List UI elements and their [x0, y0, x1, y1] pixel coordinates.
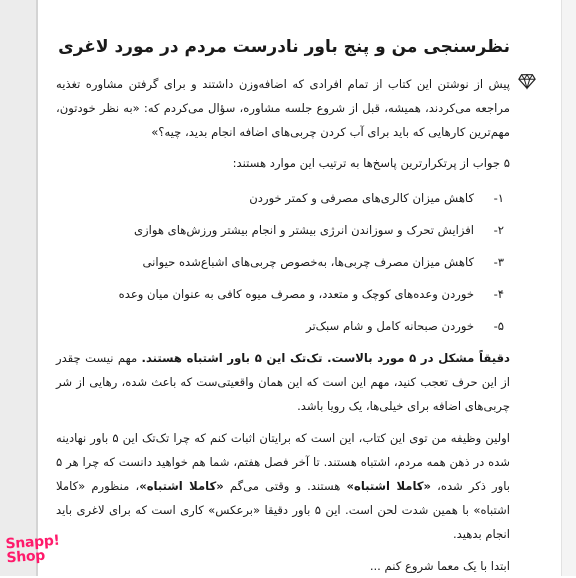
- page-title: نظرسنجی من و پنج باور نادرست مردم در مورد لاغری: [58, 37, 510, 57]
- closing-line: ابتدا با یک معما شروع کنم ...: [369, 559, 510, 573]
- task-text-d: ، منظورم «کاملا اشتباه» با همین شدت لحن است. این ۵ باور دقیقا «برعکس» کاری است که برای لاغری باید انجام بدهید.: [56, 479, 510, 541]
- paragraph-problem: [56, 346, 510, 418]
- list-intro: ۵ جواب از پرتکرارترین پاسخ‌ها به ترتیب این موارد هستند:: [232, 156, 510, 170]
- list-item-text: افزایش تحرک و سوزاندن انرژی بیشتر و انجام بیشتر ورزش‌های هوازی: [133, 223, 474, 237]
- logo-line-1: Snapp!: [5, 532, 61, 553]
- list-item-text: کاهش میزان کالری‌های مصرفی و کمتر خوردن: [249, 191, 474, 205]
- list-item-number: ۴-: [493, 287, 504, 301]
- snappshop-logo: [5, 533, 75, 566]
- left-frame-edge: [36, 0, 38, 576]
- right-frame: [561, 0, 576, 576]
- list-item: [56, 278, 510, 310]
- task-bold-phrase-2: «کاملا اشتباه»: [139, 479, 224, 493]
- problem-statement-bold: دقیقاً مشکل در ۵ مورد بالاست. تک‌تک این ۵ باور اشتباه هستند.: [141, 351, 511, 365]
- list-item: [56, 310, 510, 342]
- list-item-number: ۱-: [493, 191, 504, 205]
- task-text-a: اولین وظیفه من توی این کتاب، این است که برایتان اثبات کنم که چرا تک‌تک این ۵ باور نهادینه شده در ذهن همه مردم، اشتباه هستند. تا آخر فصل هفتم، شما هم خواهید دانست که چرا هر ۵ باور ذکر شده،: [56, 431, 510, 493]
- list-item: [56, 246, 510, 278]
- document-page: [56, 36, 510, 578]
- list-item-number: ۳-: [493, 255, 504, 269]
- problem-statement-rest: مهم نیست چقدر از این حرف تعجب کنید، مهم این است که این همان واقعیتی‌ست که باعث شده، رهایی از شر چربی‌های اضافه برای خیلی‌ها، یک رویا باشد.: [56, 351, 510, 413]
- paragraph-task: [56, 426, 510, 546]
- diamond-icon: [518, 72, 536, 90]
- list-item-text: خوردن وعده‌های کوچک و متعدد، و مصرف میوه کافی به عنوان میان وعده: [118, 287, 474, 301]
- list-item-number: ۵-: [493, 319, 504, 333]
- list-item-text: خوردن صبحانه کامل و شام سبک‌تر: [306, 319, 474, 333]
- intro-paragraph: پیش از نوشتن این کتاب از تمام افرادی که اضافه‌وزن داشتند و برای گرفتن مشاوره تغذیه مراجعه می‌کردند، همیشه، قبل از شروع جلسه مشاوره، سؤال می‌کردم که: «به نظر خودتون، مهم‌ترین کارهایی که باید برای آب کردن چربی‌های اضافه انجام بدید، چیه؟»: [56, 77, 510, 139]
- belief-list: [56, 182, 510, 342]
- list-item-number: ۲-: [493, 223, 504, 237]
- list-item: [56, 214, 510, 246]
- list-item: [56, 182, 510, 214]
- list-item-text: کاهش میزان مصرف چربی‌ها، به‌خصوص چربی‌های اشباع‌شده حیوانی: [142, 255, 474, 269]
- task-bold-phrase-1: «کاملا اشتباه»: [346, 479, 432, 493]
- task-text-c: هستند. و وقتی می‌گم: [223, 479, 347, 493]
- left-frame: [0, 0, 37, 576]
- logo-line-2: Shop: [6, 547, 46, 567]
